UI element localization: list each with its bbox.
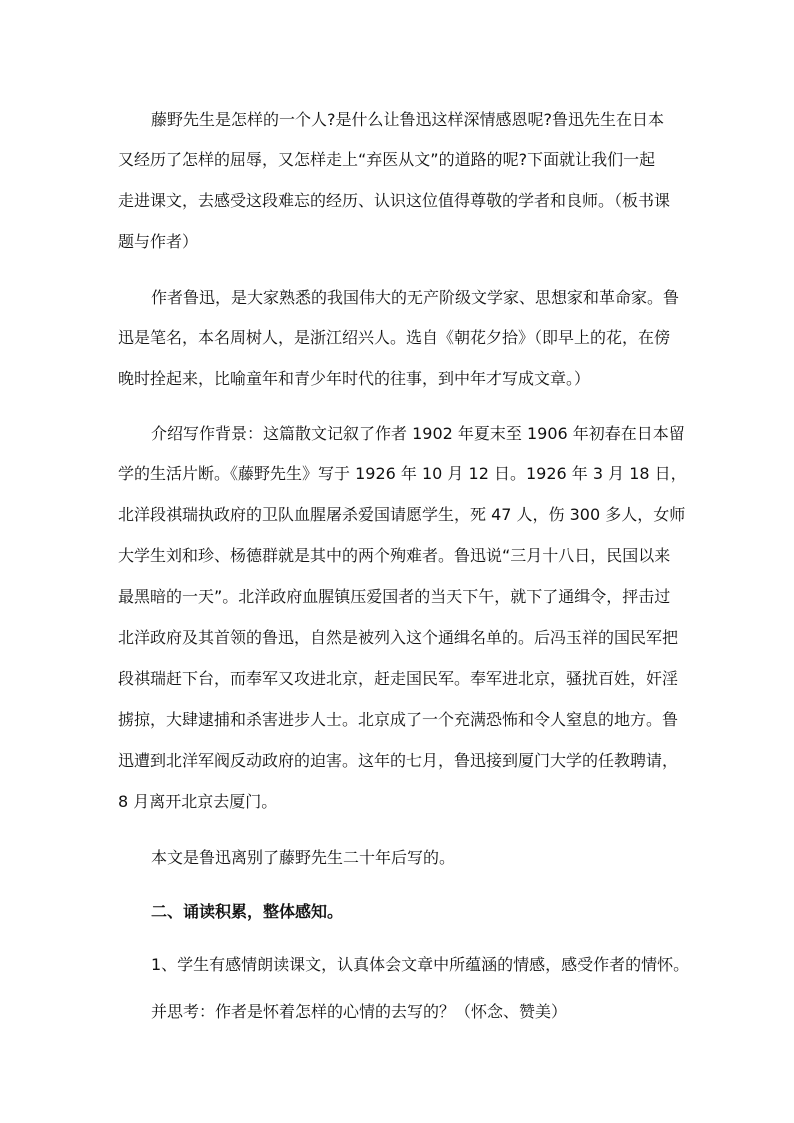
paragraph-2-line-1: 作者鲁迅，是大家熟悉的我国伟大的无产阶级文学家、思想家和革命家。鲁 bbox=[151, 288, 680, 307]
paragraph-1-line-1: 藤野先生是怎样的一个人?是什么让鲁迅这样深情感恩呢?鲁迅先生在日本 bbox=[151, 110, 664, 129]
paragraph-3-line-1: 介绍写作背景：这篇散文记叙了作者 1902 年夏末至 1906 年初春在日本留 bbox=[151, 424, 685, 443]
paragraph-3-line-10: 8 月离开北京去厦门。 bbox=[118, 792, 278, 811]
section-heading: 二、诵读积累，整体感知。 bbox=[151, 902, 344, 921]
paragraph-1-line-3: 走进课文，去感受这段难忘的经历、认识这位值得尊敬的学者和良师。（板书课 bbox=[118, 191, 671, 210]
paragraph-2-line-3: 晚时拴起来，比喻童年和青少年时代的往事，到中年才写成文章。） bbox=[118, 369, 591, 388]
paragraph-1-line-4: 题与作者） bbox=[118, 232, 199, 251]
paragraph-1-line-2: 又经历了怎样的屈辱，又怎样走上“弃医从文”的道路的呢?下面就让我们一起 bbox=[118, 150, 656, 169]
paragraph-3-line-7: 段祺瑞赶下台，而奉军又攻进北京，赶走国民军。奉军进北京，骚扰百姓，奸淫 bbox=[118, 669, 679, 688]
paragraph-3-line-4: 大学生刘和珍、杨德群就是其中的两个殉难者。鲁迅说“三月十八日，民国以来 bbox=[118, 546, 671, 565]
paragraph-3-line-3: 北洋段祺瑞执政府的卫队血腥屠杀爱国请愿学生，死 47 人，伤 300 多人，女师 bbox=[118, 505, 686, 524]
paragraph-4-line-1: 本文是鲁迅离别了藤野先生二十年后写的。 bbox=[151, 848, 456, 867]
item-1-question: 并思考：作者是怀着怎样的心情的去写的？（怀念、赞美） bbox=[151, 1002, 568, 1021]
paragraph-3-line-5: 最黑暗的一天”。北洋政府血腥镇压爱国者的当天下午，就下了通缉令，抨击过 bbox=[118, 587, 671, 606]
paragraph-3-line-8: 掳掠，大肆逮捕和杀害进步人士。北京成了一个充满恐怖和令人窒息的地方。鲁 bbox=[118, 710, 679, 729]
paragraph-3-line-2: 学的生活片断。《藤野先生》写于 1926 年 10 月 12 日。1926 年 3 月 18 日， bbox=[118, 464, 687, 483]
item-1-line-1: 1、学生有感情朗读课文，认真体会文章中所蕴涵的情感，感受作者的情怀。 bbox=[151, 955, 690, 974]
paragraph-3-line-9: 迅遭到北洋军阀反动政府的迫害。这年的七月，鲁迅接到厦门大学的任教聘请， bbox=[118, 751, 679, 770]
paragraph-3-line-6: 北洋政府及其首领的鲁迅，自然是被列入这个通缉名单的。后冯玉祥的国民军把 bbox=[118, 628, 679, 647]
paragraph-2-line-2: 迅是笔名，本名周树人，是浙江绍兴人。选自《朝花夕拾》（即早上的花，在傍 bbox=[118, 328, 671, 347]
